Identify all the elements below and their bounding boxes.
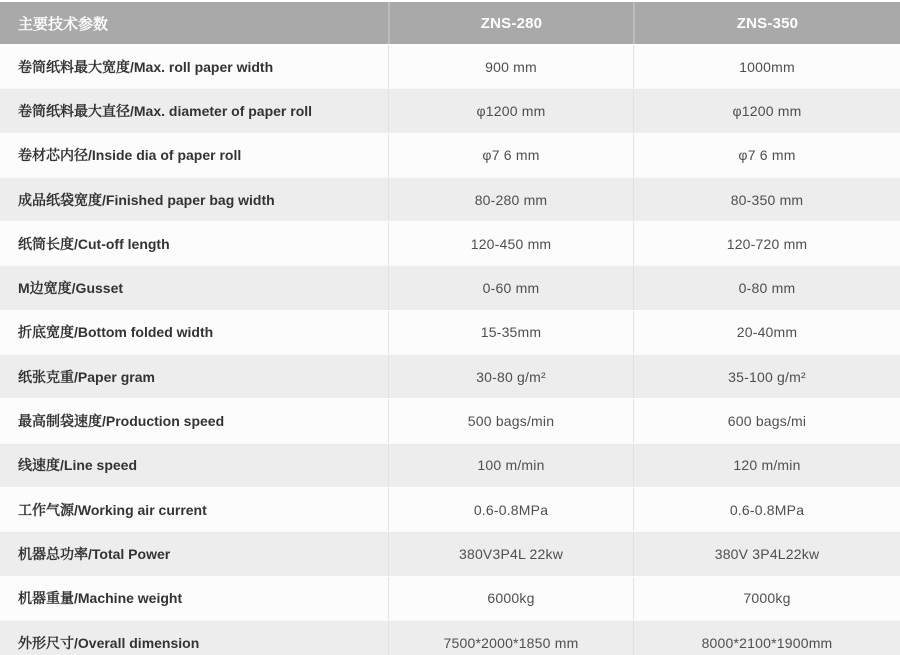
zns350-value: 7000kg (633, 577, 900, 620)
param-label: 外形尺寸/Overall dimension (18, 634, 200, 651)
param-label: 纸筒长度/Cut-off length (18, 235, 170, 252)
param-label: 卷筒纸料最大宽度/Max. roll paper width (18, 58, 274, 75)
table-body (0, 44, 900, 655)
param-label: 最高制袋速度/Production speed (18, 413, 225, 430)
zns280-value: 6000kg (388, 577, 633, 620)
zns350-value: 120-720 mm (633, 222, 900, 265)
zns350-value: 80-350 mm (633, 178, 900, 221)
zns350-value: 8000*2100*1900mm (633, 621, 900, 655)
zns280-value: φ7 6 mm (388, 134, 633, 177)
zns350-value: φ7 6 mm (633, 134, 900, 177)
zns280-value: 500 bags/min (388, 399, 633, 442)
zns350-value: 1000mm (633, 45, 900, 88)
zns280-value: 7500*2000*1850 mm (388, 621, 633, 655)
table-row (0, 443, 900, 487)
table-row (0, 354, 900, 398)
param-label: 工作气源/Working air current (18, 501, 207, 518)
table-row (0, 133, 900, 177)
zns350-value: 35-100 g/m² (633, 355, 900, 398)
zns350-value: 20-40mm (633, 311, 900, 354)
zns280-value: 100 m/min (388, 444, 633, 487)
table-row (0, 310, 900, 354)
table-header-row (0, 2, 900, 44)
table-row (0, 398, 900, 442)
param-label: M边宽度/Gusset (18, 280, 124, 297)
table-row (0, 44, 900, 88)
header-model-zns280-cell: ZNS-280 (388, 2, 633, 44)
param-label: 线速度/Line speed (18, 457, 138, 474)
param-label: 机器重量/Machine weight (18, 590, 183, 607)
zns350-value: φ1200 mm (633, 89, 900, 132)
param-label: 纸张克重/Paper gram (18, 368, 155, 385)
param-label: 折底宽度/Bottom folded width (18, 324, 214, 341)
param-label: 卷材芯内径/Inside dia of paper roll (18, 147, 242, 164)
zns280-value: 0.6-0.8MPa (388, 488, 633, 531)
table-row (0, 177, 900, 221)
param-label: 机器总功率/Total Power (18, 545, 171, 562)
table-row (0, 88, 900, 132)
zns280-value: 0-60 mm (388, 266, 633, 309)
spec-table (0, 2, 900, 655)
zns350-value: 0-80 mm (633, 266, 900, 309)
table-row (0, 531, 900, 575)
header-model-zns350-cell: ZNS-350 (633, 2, 900, 44)
zns350-value: 380V 3P4L22kw (633, 532, 900, 575)
zns280-value: 380V3P4L 22kw (388, 532, 633, 575)
zns350-value: 120 m/min (633, 444, 900, 487)
table-row (0, 620, 900, 655)
zns280-value: 15-35mm (388, 311, 633, 354)
param-label: 卷筒纸料最大直径/Max. diameter of paper roll (18, 102, 313, 119)
table-row (0, 265, 900, 309)
zns280-value: 120-450 mm (388, 222, 633, 265)
table-row (0, 221, 900, 265)
param-label: 成品纸袋宽度/Finished paper bag width (18, 191, 275, 208)
zns280-value: φ1200 mm (388, 89, 633, 132)
zns280-value: 30-80 g/m² (388, 355, 633, 398)
table-row (0, 576, 900, 620)
zns280-value: 900 mm (388, 45, 633, 88)
zns280-value: 80-280 mm (388, 178, 633, 221)
table-row (0, 487, 900, 531)
zns350-value: 0.6-0.8MPa (633, 488, 900, 531)
zns350-value: 600 bags/mi (633, 399, 900, 442)
header-param-cell: 主要技术参数 (18, 15, 109, 33)
